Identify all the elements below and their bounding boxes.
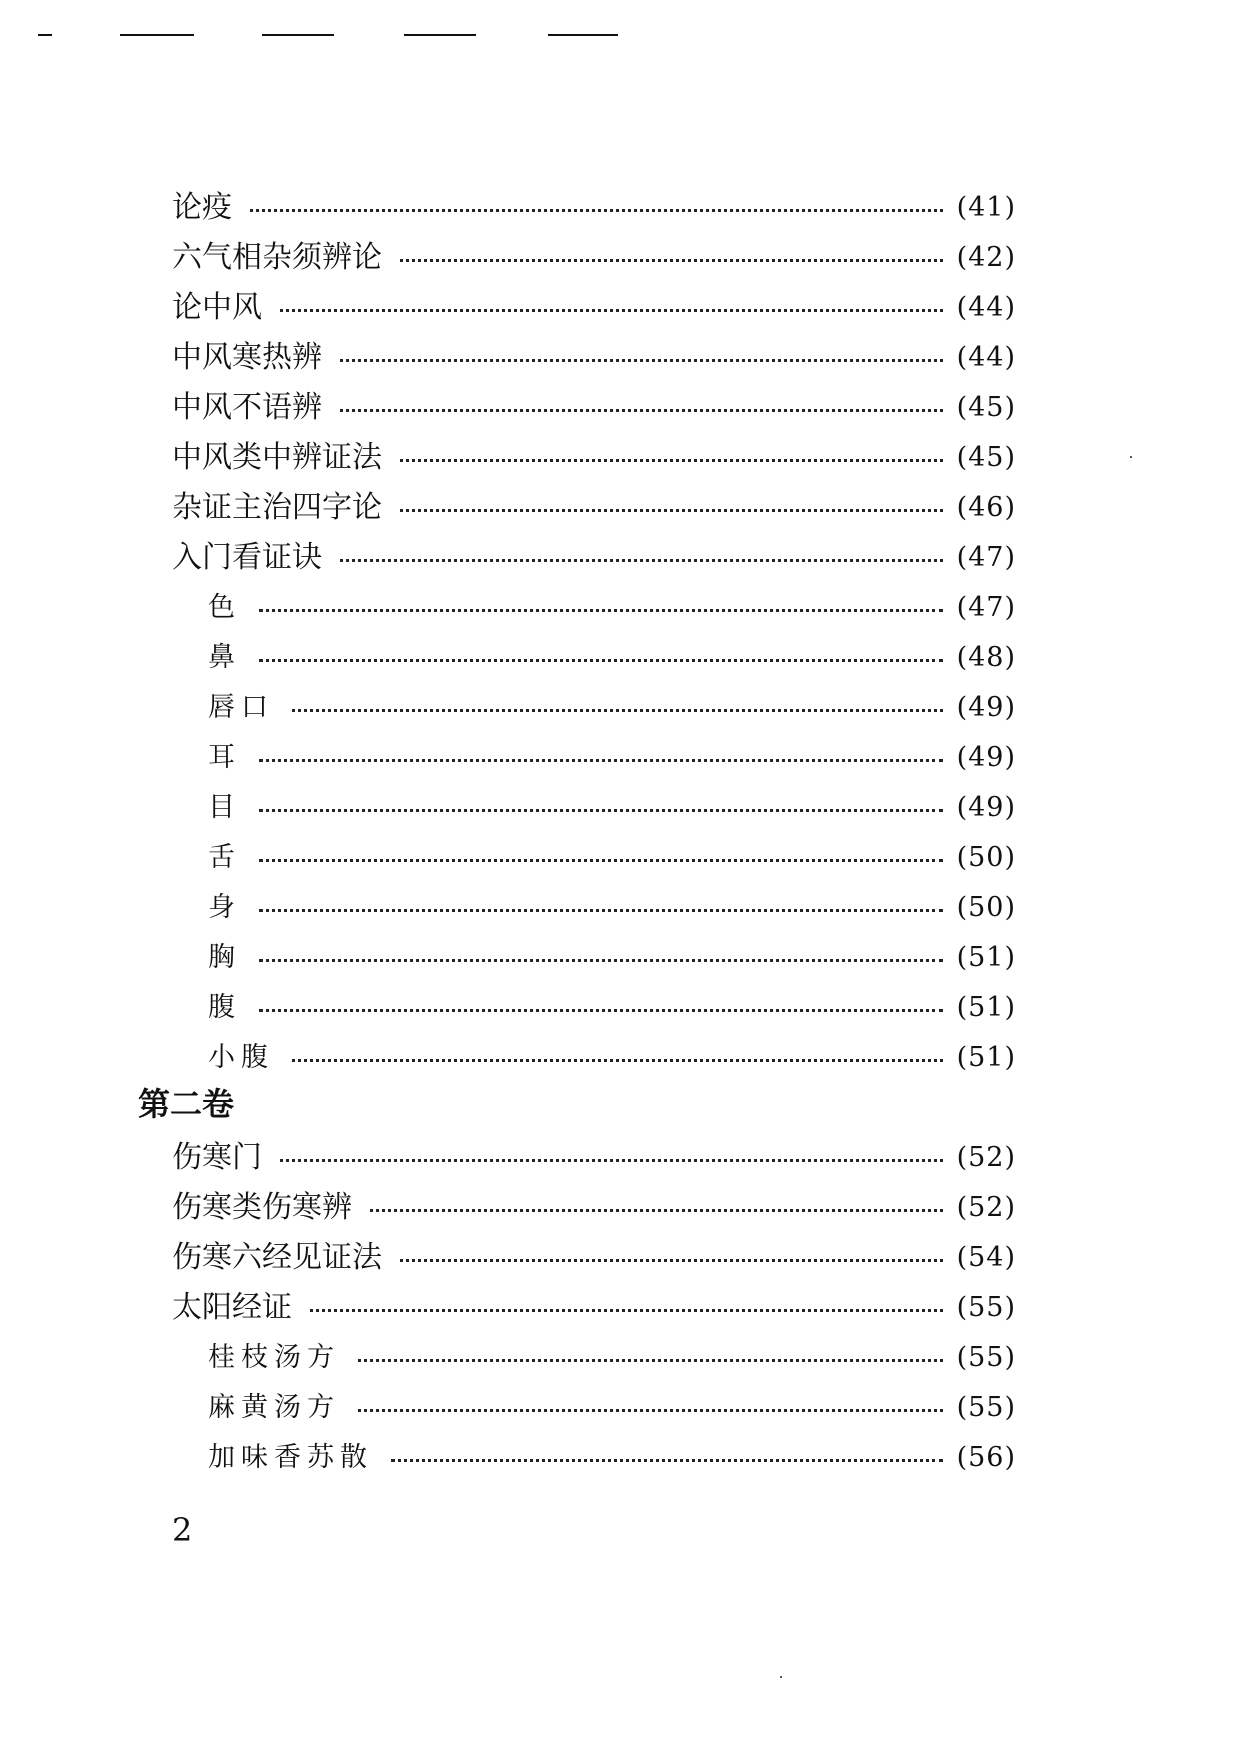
dot-leader — [259, 988, 943, 1028]
toc-entry-title: 鼻 — [208, 642, 241, 673]
toc-entry-title: 太阳经证 — [172, 1290, 292, 1325]
toc-entry — [172, 338, 1016, 378]
dot-leader — [340, 338, 943, 378]
toc-entry — [208, 638, 1016, 678]
toc-entry-title: 杂证主治四字论 — [172, 490, 382, 525]
toc-entry — [208, 888, 1016, 928]
toc-entry-page: (49) — [956, 742, 1016, 773]
dot-leader — [259, 638, 943, 678]
toc-entry-page: (50) — [956, 842, 1016, 873]
dot-leader — [280, 1138, 943, 1178]
toc-entry — [172, 388, 1016, 428]
toc-entry — [172, 1188, 1016, 1228]
toc-entry-page: (46) — [956, 492, 1016, 523]
scan-speck — [780, 1676, 782, 1678]
dot-leader — [391, 1438, 943, 1478]
toc-entry-page: (45) — [956, 392, 1016, 423]
toc-entry — [172, 1138, 1016, 1178]
toc-entry — [172, 538, 1016, 578]
toc-entry-title: 腹 — [208, 992, 241, 1023]
header-rule — [548, 34, 618, 36]
toc-entry — [172, 188, 1016, 228]
toc-entry-title: 桂枝汤方 — [208, 1342, 340, 1373]
toc-entry-title: 入门看证诀 — [172, 540, 322, 575]
toc-entry-title: 加味香苏散 — [208, 1442, 373, 1473]
toc-entry-title: 六气相杂须辨论 — [172, 240, 382, 275]
toc-entry-page: (49) — [956, 692, 1016, 723]
header-rule-short — [38, 34, 52, 36]
dot-leader — [400, 238, 943, 278]
dot-leader — [280, 288, 943, 328]
toc-entry — [208, 1438, 1016, 1478]
toc-entry-page: (55) — [956, 1342, 1016, 1373]
scan-speck — [1130, 456, 1132, 458]
toc-entry — [172, 238, 1016, 278]
header-rule — [262, 34, 334, 36]
toc-entry-page: (56) — [956, 1442, 1016, 1473]
toc-entry — [208, 788, 1016, 828]
toc-entry-title: 论疫 — [172, 190, 232, 225]
toc-entry-title: 色 — [208, 592, 241, 623]
toc-entry-page: (55) — [956, 1392, 1016, 1423]
toc-entry — [172, 288, 1016, 328]
toc-entry-page: (47) — [956, 542, 1016, 573]
toc-entry — [208, 1038, 1016, 1078]
dot-leader — [400, 488, 943, 528]
dot-leader — [292, 688, 943, 728]
toc-entry-page: (45) — [956, 442, 1016, 473]
toc-entry-page: (51) — [956, 942, 1016, 973]
toc-entry-page: (49) — [956, 792, 1016, 823]
dot-leader — [400, 1238, 943, 1278]
toc-entry-title: 身 — [208, 892, 241, 923]
dot-leader — [340, 538, 943, 578]
toc-entry — [172, 1238, 1016, 1278]
volume-heading: 第二卷 — [138, 1085, 235, 1123]
toc-entry-title: 中风类中辨证法 — [172, 440, 382, 475]
dot-leader — [259, 838, 943, 878]
dot-leader — [310, 1288, 943, 1328]
dot-leader — [400, 438, 943, 478]
toc-entry — [208, 588, 1016, 628]
toc-entry-title: 中风寒热辨 — [172, 340, 322, 375]
toc-entry-page: (41) — [956, 192, 1016, 223]
toc-entry-title: 中风不语辨 — [172, 390, 322, 425]
header-rule — [120, 34, 194, 36]
toc-entry-title: 伤寒六经见证法 — [172, 1240, 382, 1275]
dot-leader — [358, 1338, 943, 1378]
toc-entry-title: 耳 — [208, 742, 241, 773]
toc-entry-title: 麻黄汤方 — [208, 1392, 340, 1423]
dot-leader — [259, 588, 943, 628]
dot-leader — [292, 1038, 943, 1078]
toc-entry-page: (44) — [956, 292, 1016, 323]
toc-entry — [208, 838, 1016, 878]
toc-entry-title: 小腹 — [208, 1042, 274, 1073]
toc-entry — [208, 738, 1016, 778]
dot-leader — [259, 788, 943, 828]
toc-entry-page: (50) — [956, 892, 1016, 923]
toc-entry — [208, 1388, 1016, 1428]
toc-entry-page: (52) — [956, 1192, 1016, 1223]
dot-leader — [358, 1388, 943, 1428]
toc-entry-page: (48) — [956, 642, 1016, 673]
dot-leader — [259, 738, 943, 778]
toc-entry-page: (51) — [956, 992, 1016, 1023]
toc-entry — [172, 488, 1016, 528]
toc-entry-page: (51) — [956, 1042, 1016, 1073]
dot-leader — [370, 1188, 943, 1228]
toc-entry-page: (47) — [956, 592, 1016, 623]
toc-entry-title: 舌 — [208, 842, 241, 873]
toc-entry — [172, 1288, 1016, 1328]
page-number: 2 — [172, 1511, 193, 1549]
dot-leader — [259, 938, 943, 978]
dot-leader — [259, 888, 943, 928]
toc-entry-title: 伤寒门 — [172, 1140, 262, 1175]
toc-entry-title: 目 — [208, 792, 241, 823]
toc-entry-page: (54) — [956, 1242, 1016, 1273]
toc-entry-page: (44) — [956, 342, 1016, 373]
toc-entry-title: 唇口 — [208, 692, 274, 723]
toc-entry-page: (42) — [956, 242, 1016, 273]
toc-entry-title: 伤寒类伤寒辨 — [172, 1190, 352, 1225]
header-rules — [0, 34, 1240, 40]
toc-entry-title: 胸 — [208, 942, 241, 973]
toc-entry — [208, 688, 1016, 728]
dot-leader — [340, 388, 943, 428]
toc-entry — [208, 988, 1016, 1028]
dot-leader — [250, 188, 943, 228]
toc-entry — [208, 1338, 1016, 1378]
header-rule — [404, 34, 476, 36]
toc-entry — [172, 438, 1016, 478]
toc-entry-page: (55) — [956, 1292, 1016, 1323]
toc-entry-page: (52) — [956, 1142, 1016, 1173]
toc-entry-title: 论中风 — [172, 290, 262, 325]
toc-entry — [208, 938, 1016, 978]
